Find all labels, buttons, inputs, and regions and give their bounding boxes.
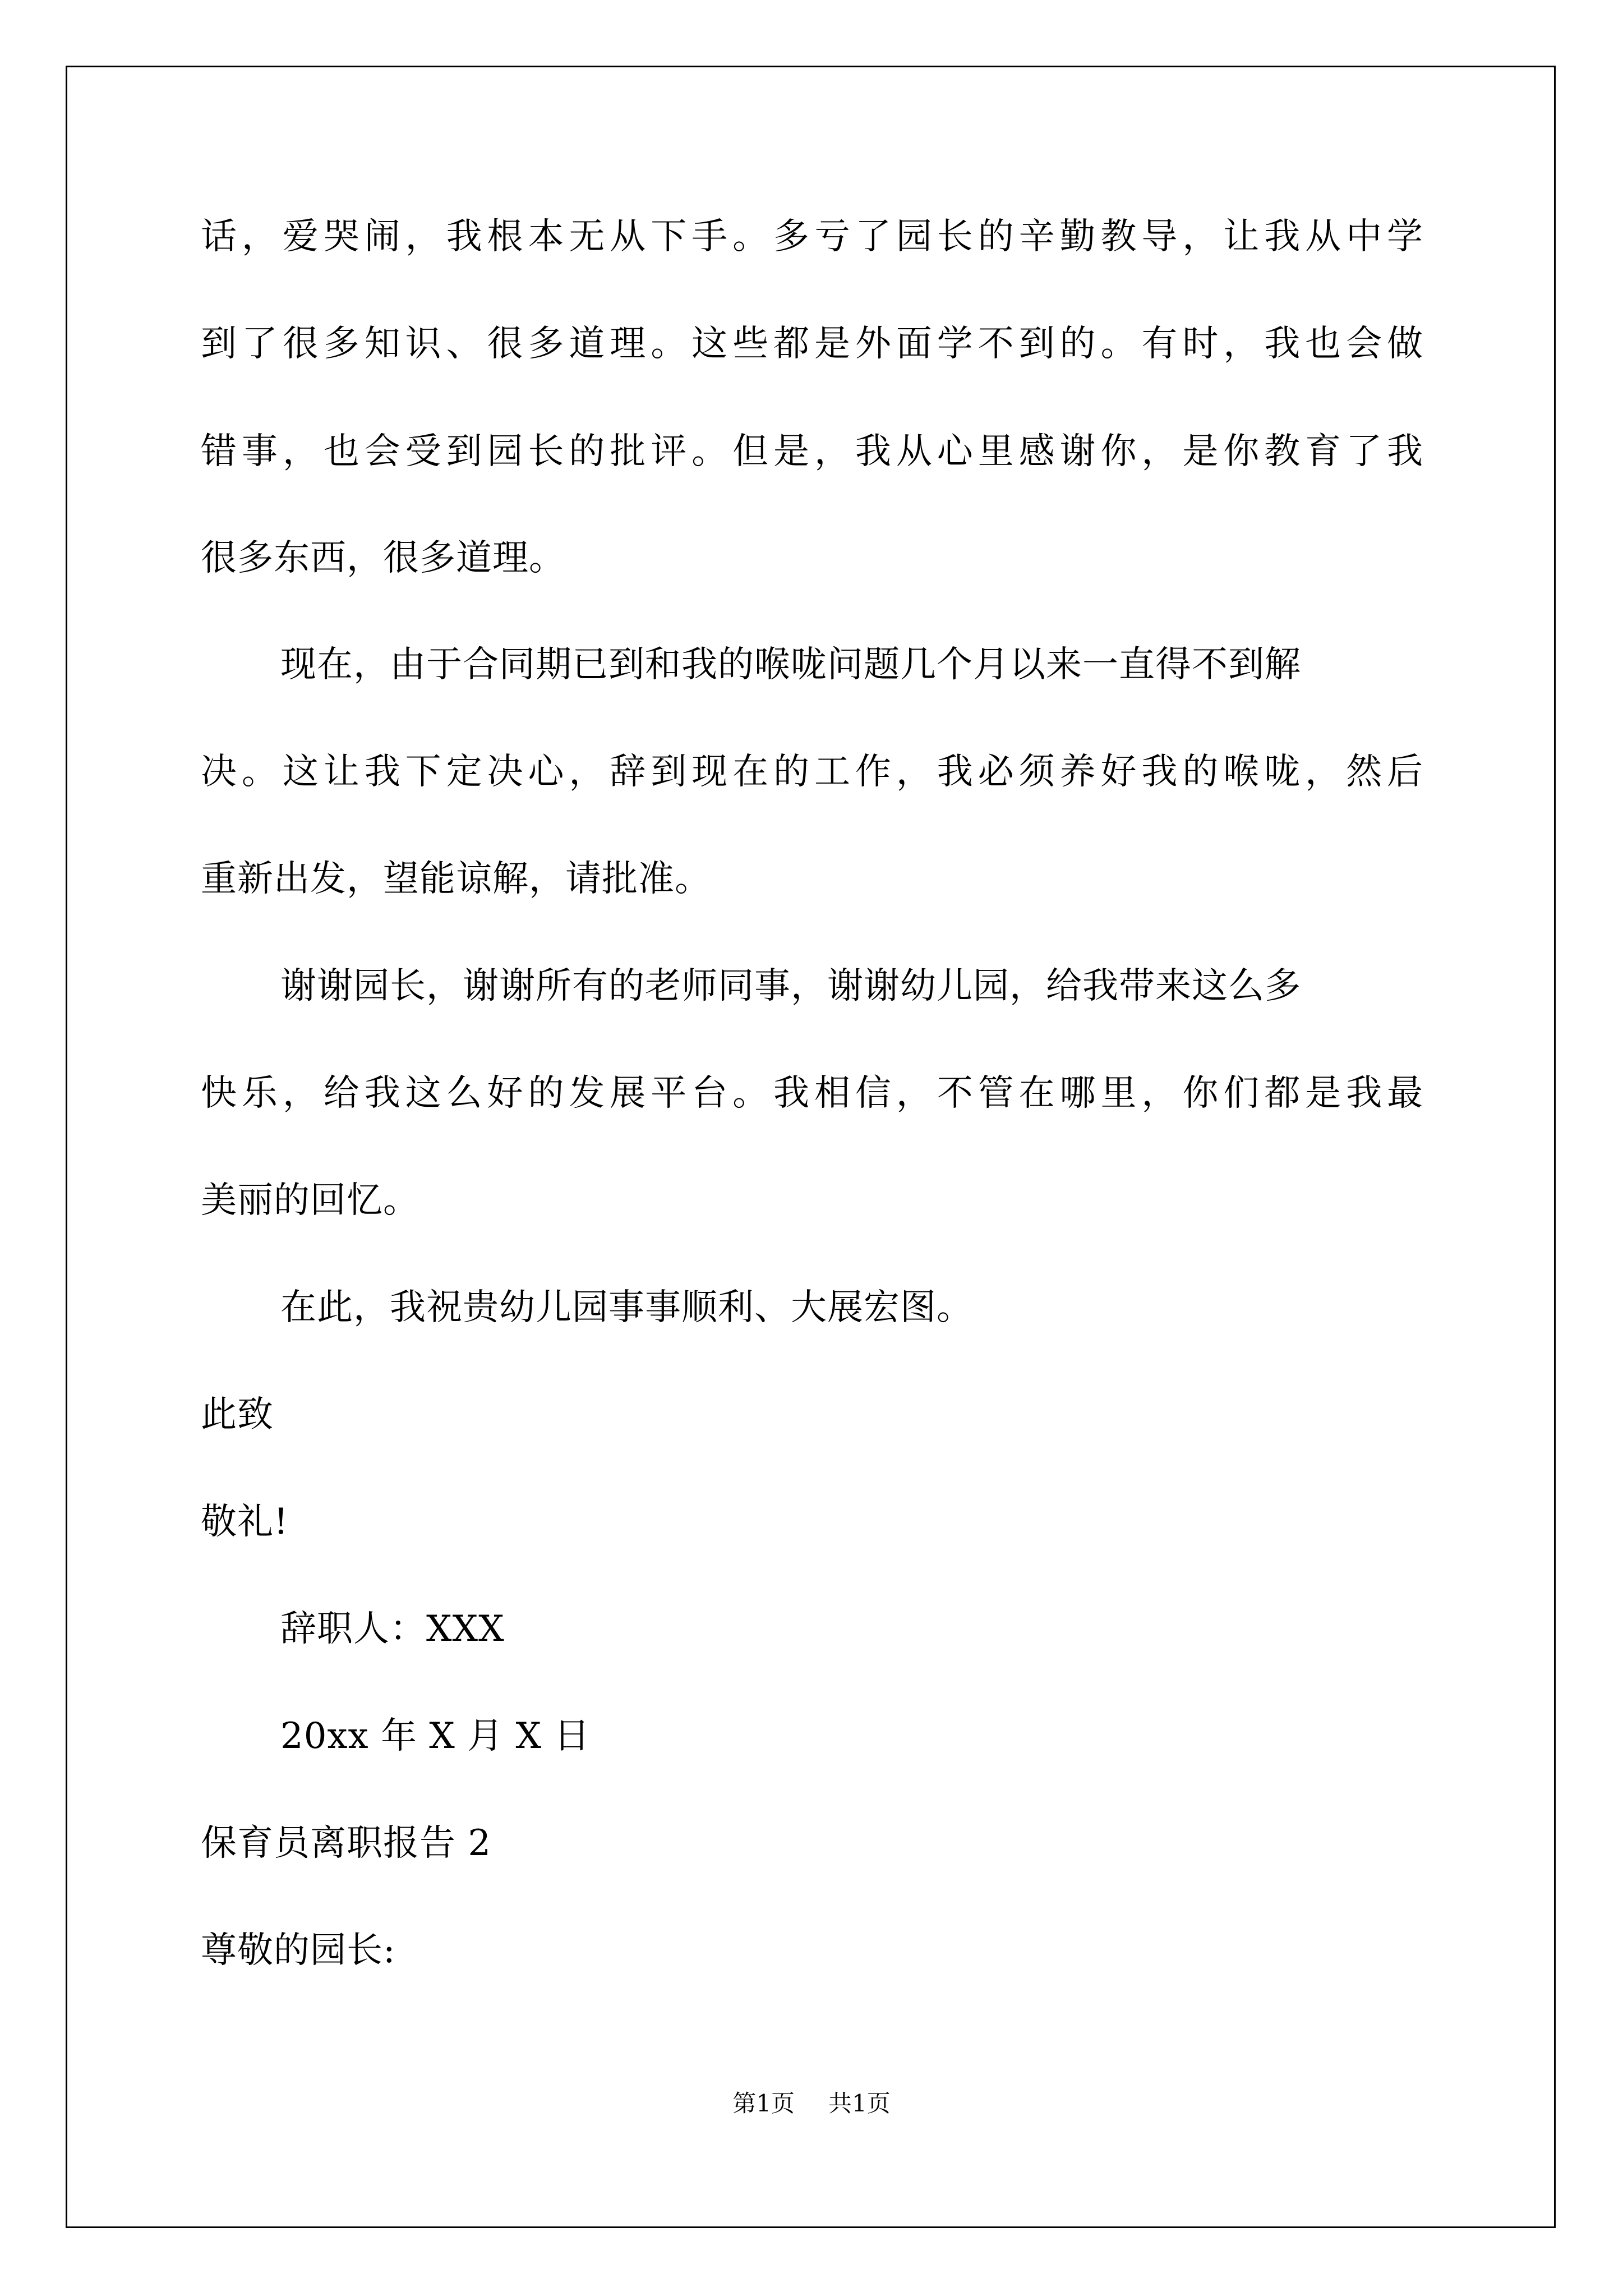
signature-date: 20xx 年 X 月 X 日: [280, 1715, 591, 1757]
paragraph-line: 美丽的回忆。: [201, 1180, 419, 1221]
page-footer: [0, 2090, 1623, 2118]
closing-regards: 敬礼!: [201, 1501, 289, 1543]
page-border: [66, 66, 1556, 2228]
paragraph-line: 谢谢园长，谢谢所有的老师同事，谢谢幼儿园，给我带来这么多: [280, 965, 1301, 1007]
paragraph-line: 到了很多知识、很多道理。这些都是外面学不到的。有时，我也会做: [201, 323, 1423, 365]
section-title: 保育员离职报告 2: [201, 1823, 492, 1864]
page-number: 第1页: [732, 2090, 795, 2117]
paragraph-line: 决。这让我下定决心，辞到现在的工作，我必须养好我的喉咙，然后: [201, 751, 1423, 793]
paragraph-line: 在此，我祝贵幼儿园事事顺利、大展宏图。: [280, 1287, 973, 1328]
signature-name: 辞职人：XXX: [280, 1608, 505, 1650]
paragraph-line: 很多东西，很多道理。: [201, 537, 565, 579]
letter-greeting: 尊敬的园长:: [201, 1930, 396, 1971]
paragraph-line: 现在，由于合同期已到和我的喉咙问题几个月以来一直得不到解: [280, 644, 1301, 685]
paragraph-line: 重新出发，望能谅解，请批准。: [201, 858, 711, 900]
paragraph-line: 错事，也会受到园长的批评。但是，我从心里感谢你，是你教育了我: [201, 431, 1423, 472]
closing-salutation: 此致: [201, 1394, 274, 1435]
paragraph-line: 话，爱哭闹，我根本无从下手。多亏了园长的辛勤教导，让我从中学: [201, 216, 1423, 257]
page-total: 共1页: [828, 2090, 891, 2117]
paragraph-line: 快乐，给我这么好的发展平台。我相信，不管在哪里，你们都是我最: [201, 1073, 1423, 1114]
